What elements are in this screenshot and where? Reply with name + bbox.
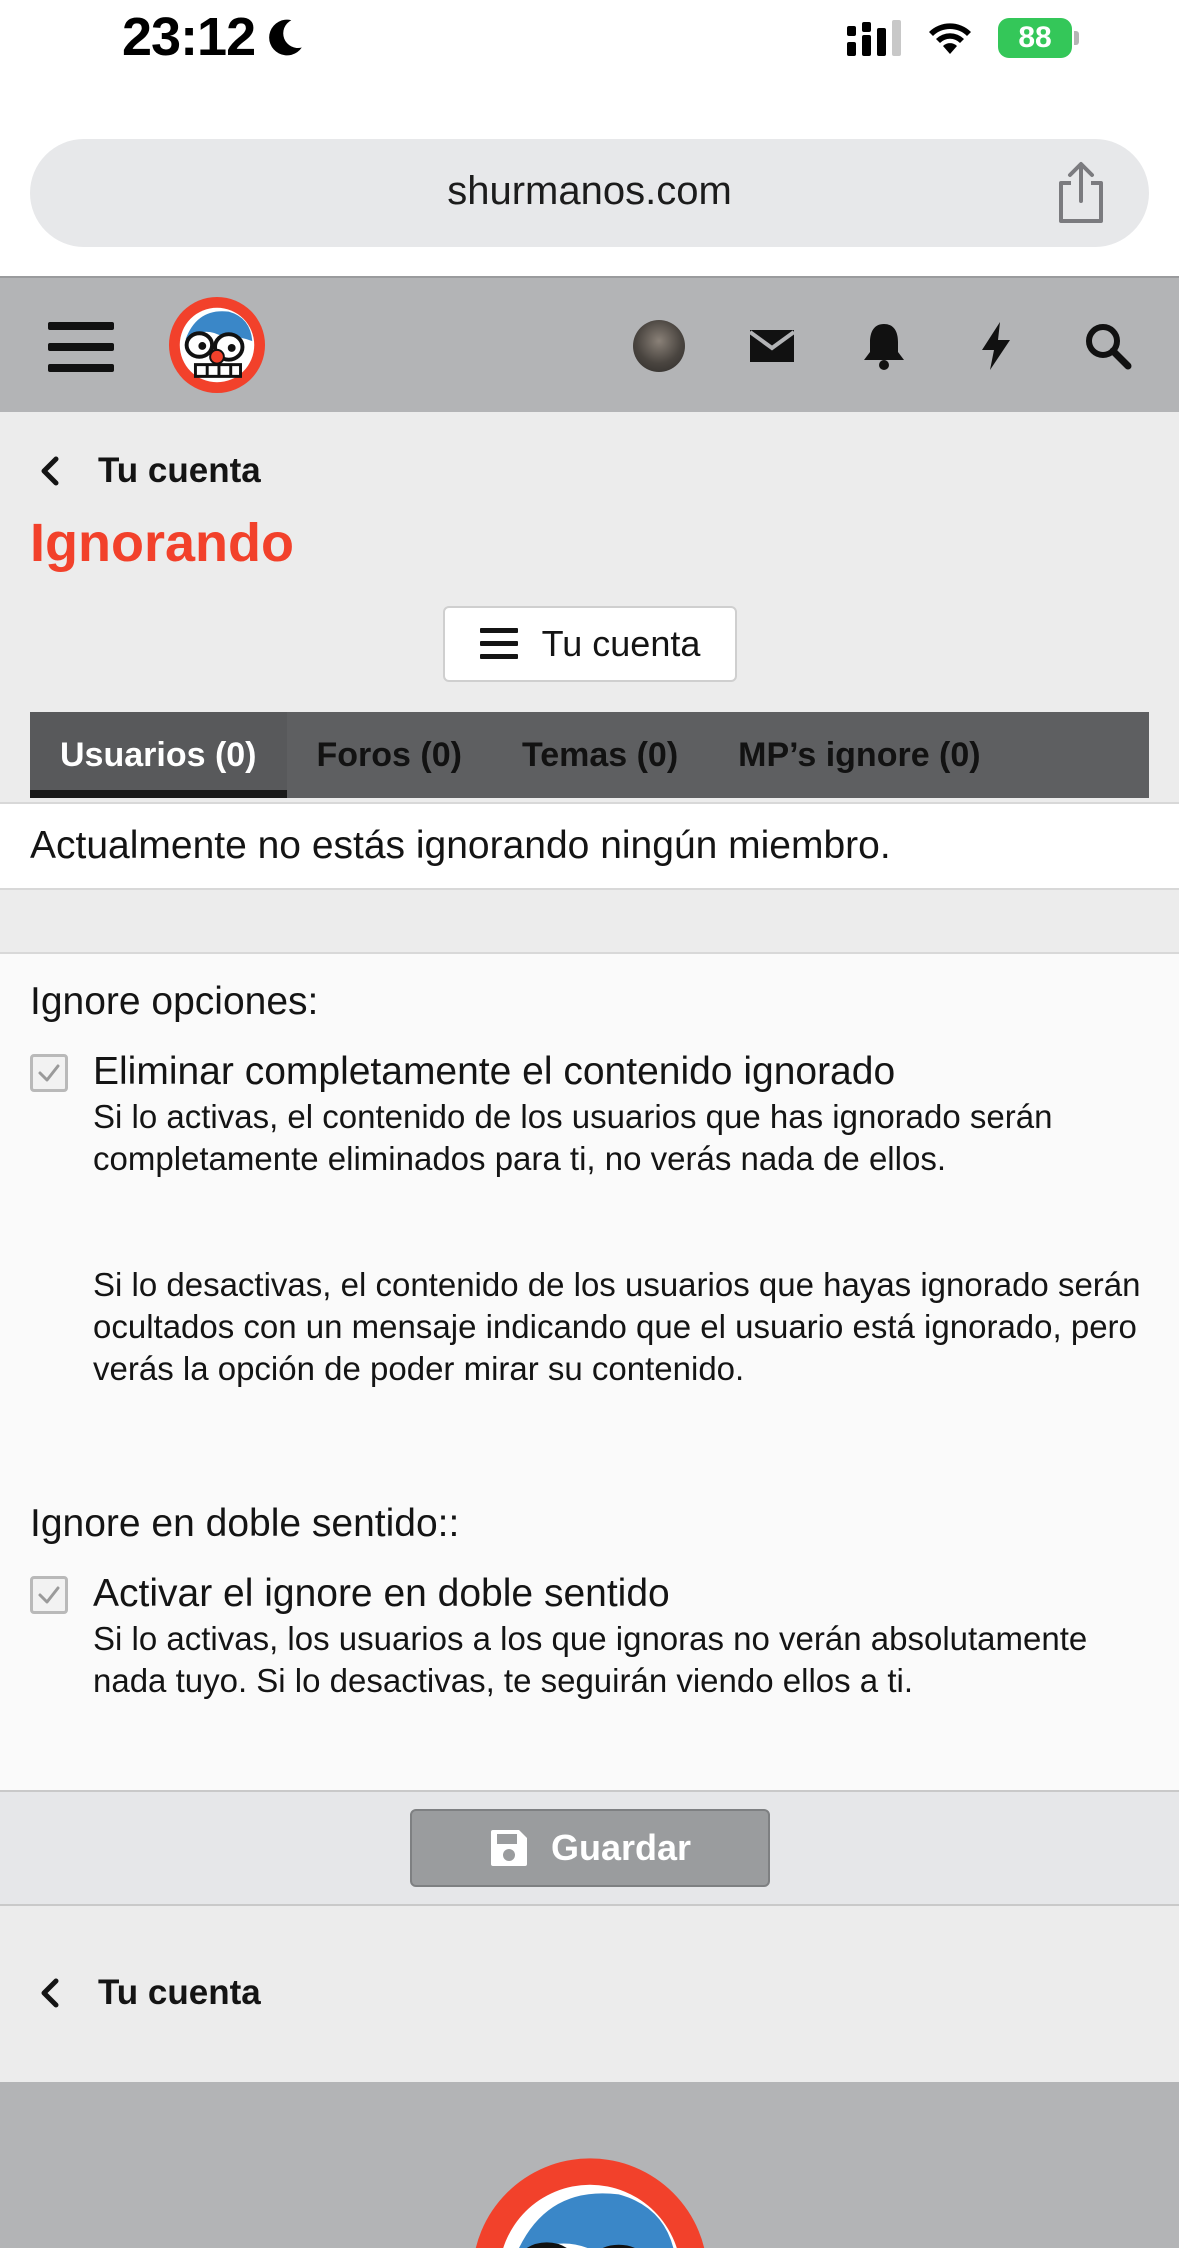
ignore-options-heading: Ignore opciones:: [30, 980, 319, 1023]
battery-charging-icon: [998, 18, 1080, 58]
floppy-disk-icon: [489, 1828, 529, 1868]
remove-content-desc-1: Si lo activas, el contenido de los usuarios que has ignorado serán completamente eliminados para ti, no verás nada de ellos.: [93, 1098, 1053, 1177]
double-ignore-heading: Ignore en doble sentido::: [30, 1502, 460, 1545]
breadcrumb-back[interactable]: [30, 446, 261, 496]
tab-mps-ignore[interactable]: MP’s ignore (0): [738, 735, 981, 774]
page-title: Ignorando: [30, 513, 294, 573]
checkmark-icon: [35, 1059, 63, 1087]
moon-icon: [264, 16, 306, 58]
address-bar[interactable]: [30, 139, 1149, 247]
share-icon[interactable]: [1053, 161, 1109, 225]
form-actions: [0, 1790, 1179, 1906]
double-ignore-checkbox[interactable]: [30, 1576, 68, 1614]
empty-state: [0, 802, 1179, 890]
chevron-left-icon: [30, 451, 70, 491]
site-logo[interactable]: [470, 2156, 710, 2248]
bottom-breadcrumb-back[interactable]: [30, 1968, 261, 2018]
tab-usuarios[interactable]: Usuarios (0): [30, 712, 287, 798]
double-ignore-desc: Si lo activas, los usuarios a los que ignoras no verán absolutamente nada tuyo. Si lo desactivas, te seguirán viendo ellos a ti.: [93, 1620, 1088, 1699]
bottom-breadcrumb-area: [0, 1906, 1179, 2082]
browser-chrome: [0, 80, 1179, 276]
ignore-options-panel: [0, 954, 1179, 1790]
envelope-icon[interactable]: [746, 320, 798, 372]
double-ignore-label[interactable]: Activar el ignore en doble sentido: [93, 1572, 670, 1615]
bell-icon[interactable]: [858, 320, 910, 372]
chevron-left-icon: [30, 1973, 70, 2013]
save-button-label: Guardar: [550, 1827, 692, 1868]
search-icon[interactable]: [1082, 320, 1134, 372]
bottom-breadcrumb-label[interactable]: Tu cuenta: [98, 1973, 261, 2012]
status-bar: [0, 0, 1179, 80]
ignore-tabs: [30, 712, 1149, 798]
site-footer: [0, 2082, 1179, 2248]
wifi-icon: [924, 18, 976, 58]
url-text[interactable]: shurmanos.com: [447, 169, 732, 213]
tab-temas[interactable]: Temas (0): [521, 735, 679, 774]
status-time: 23:12: [122, 7, 256, 67]
site-navbar: [0, 276, 1179, 412]
hamburger-menu-icon[interactable]: [48, 320, 114, 374]
breadcrumb-label[interactable]: Tu cuenta: [98, 451, 261, 490]
cellular-signal-icon: [845, 18, 903, 60]
empty-state-text: Actualmente no estás ignorando ningún miembro.: [30, 824, 891, 867]
tab-foros[interactable]: Foros (0): [316, 735, 462, 774]
page-header-area: [0, 412, 1179, 802]
user-avatar[interactable]: [633, 320, 685, 372]
save-button[interactable]: [410, 1809, 770, 1887]
battery-level: 88: [1018, 21, 1052, 54]
site-logo[interactable]: [168, 296, 266, 394]
remove-content-desc-2: Si lo desactivas, el contenido de los usuarios que hayas ignorado serán ocultados con un mensaje indicando que el usuario está ignorado, pero verás la opción de poder mirar su contenido.: [93, 1266, 1141, 1387]
remove-content-label[interactable]: Eliminar completamente el contenido ignorado: [93, 1050, 896, 1093]
checkmark-icon: [35, 1581, 63, 1609]
hamburger-menu-icon: [480, 627, 518, 661]
account-menu-label: Tu cuenta: [541, 623, 701, 664]
lightning-icon[interactable]: [970, 320, 1022, 372]
section-divider: [0, 890, 1179, 954]
account-menu-button[interactable]: [443, 606, 737, 682]
remove-content-checkbox[interactable]: [30, 1054, 68, 1092]
